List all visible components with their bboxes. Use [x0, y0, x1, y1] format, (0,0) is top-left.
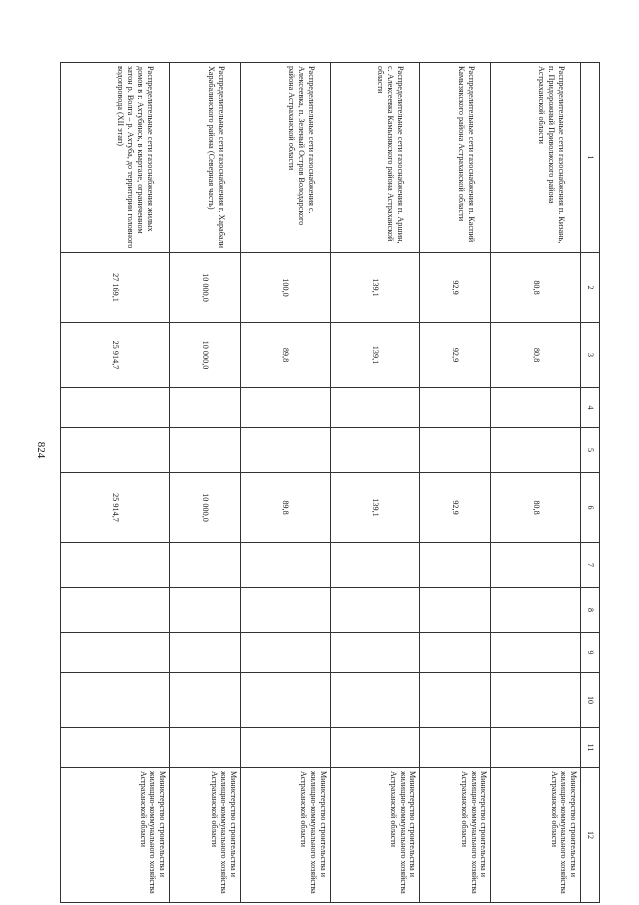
object-name-cell: Распределительные сети газоснабжения жилых домов в г. Ахтубинск, в квартале, ограниченном затон р. Волга – р. Ахтуба, до территории головного водопровода (XII этап) — [61, 63, 170, 253]
value-cell-c4 — [170, 388, 241, 428]
value-cell-c8 — [240, 588, 330, 633]
value-cell-c8 — [330, 588, 420, 633]
column-header-6: 6 — [581, 473, 600, 543]
value-cell-c5 — [491, 428, 581, 473]
responsible-ministry-cell: Министерство строительства и жилищно-коммунального хозяйства Астраханской области — [330, 768, 420, 903]
value-cell-c2: 92,9 — [420, 253, 491, 323]
column-header-9: 9 — [581, 633, 600, 673]
value-cell-c6: 80,8 — [491, 473, 581, 543]
table-row — [420, 63, 491, 903]
value-cell-c3: 139,1 — [330, 323, 420, 388]
column-header-4: 4 — [581, 388, 600, 428]
value-cell-c10 — [240, 673, 330, 728]
value-cell-c9 — [240, 633, 330, 673]
value-cell-c11 — [491, 728, 581, 768]
value-cell-c4 — [240, 388, 330, 428]
object-name-cell: Распределительные сети газоснабжения п. Каспий Камызякского района Астраханской области — [420, 63, 491, 253]
table-row — [491, 63, 581, 903]
value-cell-c9 — [170, 633, 241, 673]
responsible-ministry-cell: Министерство строительства и жилищно-коммунального хозяйства Астраханской области — [491, 768, 581, 903]
table-row — [170, 63, 241, 903]
value-cell-c6: 89,8 — [240, 473, 330, 543]
page-number: 824 — [35, 441, 47, 459]
value-cell-c11 — [61, 728, 170, 768]
value-cell-c6: 10 000,0 — [170, 473, 241, 543]
column-header-1: 1 — [581, 63, 600, 253]
value-cell-c9 — [61, 633, 170, 673]
object-name-cell: Распределительные сети газоснабжения с. Алексеевка, п. Зеленый Остров Володарского района Астраханской области — [240, 63, 330, 253]
value-cell-c2: 139,1 — [330, 253, 420, 323]
column-header-10: 10 — [581, 673, 600, 728]
value-cell-c7 — [420, 543, 491, 588]
column-header-8: 8 — [581, 588, 600, 633]
rotated-table-container — [60, 62, 600, 902]
value-cell-c4 — [330, 388, 420, 428]
value-cell-c10 — [61, 673, 170, 728]
responsible-ministry-cell: Министерство строительства и жилищно-коммунального хозяйства Астраханской области — [61, 768, 170, 903]
table-row — [61, 63, 170, 903]
value-cell-c5 — [330, 428, 420, 473]
column-header-7: 7 — [581, 543, 600, 588]
value-cell-c5 — [61, 428, 170, 473]
value-cell-c5 — [420, 428, 491, 473]
table-body — [61, 63, 600, 903]
value-cell-c11 — [330, 728, 420, 768]
column-header-2: 2 — [581, 253, 600, 323]
value-cell-c3: 25 914,7 — [61, 323, 170, 388]
value-cell-c8 — [170, 588, 241, 633]
budget-table — [60, 62, 600, 903]
value-cell-c11 — [420, 728, 491, 768]
value-cell-c6: 139,1 — [330, 473, 420, 543]
value-cell-c3: 10 000,0 — [170, 323, 241, 388]
value-cell-c8 — [420, 588, 491, 633]
value-cell-c9 — [420, 633, 491, 673]
value-cell-c2: 80,8 — [491, 253, 581, 323]
value-cell-c8 — [491, 588, 581, 633]
responsible-ministry-cell: Министерство строительства и жилищно-коммунального хозяйства Астраханской области — [240, 768, 330, 903]
value-cell-c11 — [170, 728, 241, 768]
value-cell-c6: 92,9 — [420, 473, 491, 543]
value-cell-c3: 80,8 — [491, 323, 581, 388]
object-name-cell: Распределительные сети газоснабжения п. Аршин, с. Алексеевка Камызякского района Астраханской области — [330, 63, 420, 253]
value-cell-c10 — [330, 673, 420, 728]
value-cell-c10 — [420, 673, 491, 728]
object-name-cell: Распределительные сети газоснабжения п. Кизань, п. Придорожный Приволжского района Астраханской области — [491, 63, 581, 253]
value-cell-c5 — [240, 428, 330, 473]
column-header-5: 5 — [581, 428, 600, 473]
column-header-3: 3 — [581, 323, 600, 388]
value-cell-c2: 100,0 — [240, 253, 330, 323]
value-cell-c4 — [420, 388, 491, 428]
value-cell-c10 — [491, 673, 581, 728]
value-cell-c3: 92,9 — [420, 323, 491, 388]
value-cell-c10 — [170, 673, 241, 728]
value-cell-c4 — [61, 388, 170, 428]
object-name-cell: Распределительные сети газоснабжения г. Харабали Харабалинского района (Северная часть) — [170, 63, 241, 253]
value-cell-c4 — [491, 388, 581, 428]
value-cell-c9 — [330, 633, 420, 673]
header-row — [581, 63, 600, 903]
value-cell-c2: 27 169,1 — [61, 253, 170, 323]
value-cell-c3: 89,8 — [240, 323, 330, 388]
column-header-11: 11 — [581, 728, 600, 768]
responsible-ministry-cell: Министерство строительства и жилищно-коммунального хозяйства Астраханской области — [420, 768, 491, 903]
responsible-ministry-cell: Министерство строительства и жилищно-коммунального хозяйства Астраханской области — [170, 768, 241, 903]
value-cell-c6: 25 914,7 — [61, 473, 170, 543]
value-cell-c8 — [61, 588, 170, 633]
value-cell-c9 — [491, 633, 581, 673]
table-row — [330, 63, 420, 903]
value-cell-c7 — [170, 543, 241, 588]
value-cell-c7 — [61, 543, 170, 588]
table-row — [240, 63, 330, 903]
value-cell-c7 — [240, 543, 330, 588]
value-cell-c7 — [491, 543, 581, 588]
value-cell-c2: 10 000,0 — [170, 253, 241, 323]
value-cell-c5 — [170, 428, 241, 473]
column-header-12: 12 — [581, 768, 600, 903]
value-cell-c7 — [330, 543, 420, 588]
value-cell-c11 — [240, 728, 330, 768]
